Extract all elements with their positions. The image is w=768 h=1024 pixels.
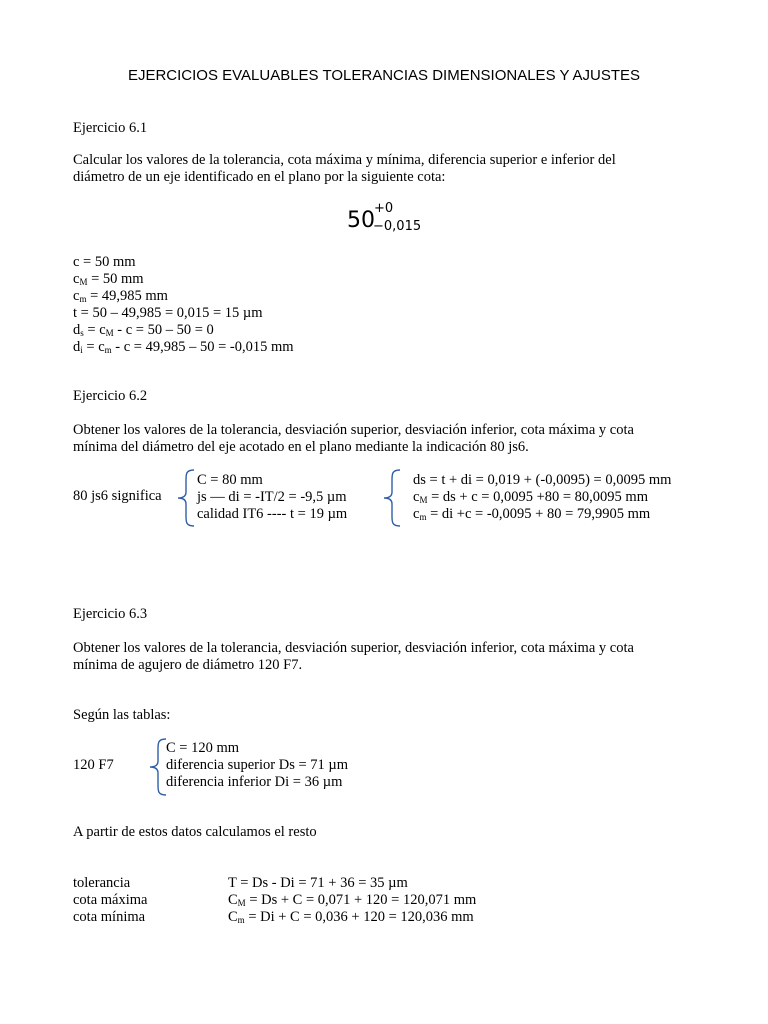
calculation-line: $c_m$ = di +c = -0,0095 + 80 = 79,9905 mm (413, 506, 651, 522)
f7-result-labels (73, 875, 147, 926)
f7-result-values (228, 875, 476, 926)
segun-tablas-text: Según las tablas: (73, 707, 171, 723)
result-line: $c_m = 49,985$ mm (73, 288, 168, 304)
exercise-6-2-heading: Ejercicio 6.2 (73, 388, 148, 404)
partir-text: A partir de estos datos calculamos el resto (73, 824, 317, 840)
formula-lower-deviation: −0,015 (373, 219, 422, 234)
js6-definition-list (197, 472, 347, 523)
definition-line: js — di = -IT/2 = -9,5 µm (197, 489, 347, 505)
exercise-6-1-heading: Ejercicio 6.1 (73, 120, 148, 136)
result-label: cota máxima (73, 892, 148, 908)
document-title: EJERCICIOS EVALUABLES TOLERANCIAS DIMENSIONALES Y AJUSTES (127, 67, 641, 84)
result-label: tolerancia (73, 875, 131, 891)
left-brace-icon (174, 468, 196, 528)
exercise-6-3-intro-line-2: mínima de agujero de diámetro 120 F7. (73, 657, 303, 673)
exercise-6-1-intro-line-1: Calcular los valores de la tolerancia, cota máxima y mínima, diferencia superior e inferior del (73, 152, 616, 168)
result-line: $d_i = c_m - c = 49,985 - 50 = -0,015$ mm (73, 339, 294, 355)
exercise-6-3-intro-line-1: Obtener los valores de la tolerancia, desviación superior, desviación inferior, cota máxima y cota (73, 640, 634, 656)
formula-upper-deviation: +0 (374, 201, 394, 216)
f7-label: 120 F7 (73, 757, 114, 773)
calculation-line: $c_M$ = ds + c = 0,0095 +80 = 80,0095 mm (413, 489, 648, 505)
tolerance-formula (347, 200, 437, 240)
js6-label: 80 js6 significa (73, 488, 162, 504)
definition-line: calidad IT6 ---- t = 19 µm (197, 506, 348, 522)
result-line: $d_s = c_M - c = 50 - 50 = 0$ (73, 322, 214, 338)
exercise-6-3-heading: Ejercicio 6.3 (73, 606, 148, 622)
exercise-6-1-intro-line-2: diámetro de un eje identificado en el plano por la siguiente cota: (73, 169, 446, 185)
exercise-6-1-results (73, 254, 294, 356)
definition-line: C = 80 mm (197, 472, 263, 488)
result-label: cota mínima (73, 909, 146, 925)
table-value-line: diferencia inferior Di = 36 µm (166, 774, 343, 790)
formula-base: 50 (347, 208, 375, 233)
exercise-6-2-intro-line-2: mínima del diámetro del eje acotado en el plano mediante la indicación 80 js6. (73, 439, 529, 455)
left-brace-icon (380, 468, 402, 528)
result-line: t = 50 – 49,985 = 0,015 = 15 µm (73, 305, 263, 321)
left-brace-icon (146, 737, 168, 797)
result-line: c = 50 mm (73, 254, 136, 270)
exercise-6-2-intro-line-1: Obtener los valores de la tolerancia, desviación superior, desviación inferior, cota máxima y cota (73, 422, 634, 438)
result-value: $C_m = Di + C = 0,036 + 120 = 120,036$ mm (228, 909, 474, 925)
table-value-line: C = 120 mm (166, 740, 240, 756)
js6-calculation-list (413, 472, 671, 523)
result-value: T = Ds - Di = 71 + 36 = 35 µm (228, 875, 408, 891)
table-value-line: diferencia superior Ds = 71 µm (166, 757, 349, 773)
f7-table-values (166, 740, 348, 791)
calculation-line: ds = t + di = 0,019 + (-0,0095) = 0,0095 mm (413, 472, 672, 488)
result-value: $C_M = Ds + C = 0,071 + 120 = 120,071$ mm (228, 892, 477, 908)
result-line: $c_M = 50$ mm (73, 271, 144, 287)
